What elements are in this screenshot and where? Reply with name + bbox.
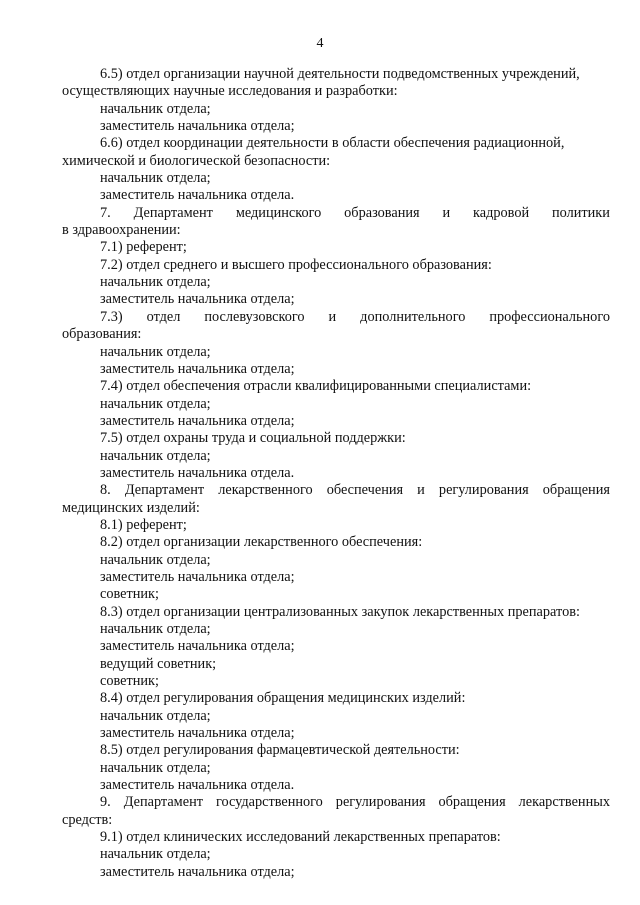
word: 8. bbox=[100, 482, 111, 499]
document-body bbox=[62, 66, 610, 881]
word: образования bbox=[344, 204, 420, 221]
list-item: советник; bbox=[100, 673, 159, 690]
paragraph-heading-line bbox=[62, 205, 610, 222]
list-item: заместитель начальника отдела; bbox=[100, 863, 295, 880]
word: 7. bbox=[100, 204, 111, 221]
word: кадровой bbox=[473, 204, 530, 221]
list-item: 8.5) отдел регулирования фармацевтической деятельности: bbox=[100, 742, 460, 759]
list-item: 8.3) отдел организации централизованных закупок лекарственных препаратов: bbox=[100, 603, 580, 620]
list-item: начальник отдела; bbox=[100, 707, 211, 724]
word: регулирования bbox=[438, 482, 529, 499]
word: и bbox=[417, 482, 425, 499]
list-item: заместитель начальника отдела; bbox=[100, 360, 295, 377]
list-item: 7.5) отдел охраны труда и социальной поддержки: bbox=[100, 430, 406, 447]
word: послевузовского bbox=[204, 308, 305, 325]
list-item: 7.1) референт; bbox=[100, 239, 187, 256]
list-item: начальник отдела; bbox=[100, 447, 211, 464]
paragraph-heading-line bbox=[62, 482, 610, 499]
paragraph-heading-line bbox=[62, 794, 610, 811]
list-item: начальник отдела; bbox=[100, 551, 211, 568]
list-item: заместитель начальника отдела; bbox=[100, 725, 295, 742]
word: регулирования bbox=[335, 794, 426, 811]
list-item: 9.1) отдел клинических исследований лекарственных препаратов: bbox=[100, 829, 501, 846]
word: дополнительного bbox=[360, 308, 466, 325]
list-item: начальник отдела; bbox=[100, 395, 211, 412]
word: обращения bbox=[438, 794, 506, 811]
paragraph-first-line: 6.6) отдел координации деятельности в области обеспечения радиационной, bbox=[100, 135, 565, 152]
list-item: начальник отдела; bbox=[100, 274, 211, 291]
word: политики bbox=[552, 204, 610, 221]
list-item: начальник отдела; bbox=[100, 759, 211, 776]
list-item: заместитель начальника отдела. bbox=[100, 777, 295, 794]
list-item: 8.4) отдел регулирования обращения медицинских изделий: bbox=[100, 690, 466, 707]
paragraph-continuation-line: средств: bbox=[62, 811, 113, 828]
word: Департамент bbox=[133, 204, 213, 221]
word: обращения bbox=[542, 482, 610, 499]
list-item: 7.2) отдел среднего и высшего профессионального образования: bbox=[100, 256, 492, 273]
word: и bbox=[328, 308, 337, 325]
word: Департамент bbox=[124, 482, 205, 499]
list-item: 7.4) отдел обеспечения отрасли квалифицированными специалистами: bbox=[100, 378, 532, 395]
list-item: советник; bbox=[100, 586, 159, 603]
word: профессионального bbox=[489, 308, 610, 325]
word: государственного bbox=[215, 794, 323, 811]
paragraph-continuation-line: химической и биологической безопасности: bbox=[62, 152, 331, 169]
word: и bbox=[442, 204, 451, 221]
paragraph-continuation-line: образования: bbox=[62, 326, 142, 343]
word: лекарственного bbox=[218, 482, 313, 499]
word: 9. bbox=[100, 794, 111, 811]
list-item: начальник отдела; bbox=[100, 621, 211, 637]
paragraph-continuation-line: осуществляющих научные исследования и разработки: bbox=[62, 83, 398, 100]
list-item: начальник отдела; bbox=[100, 170, 211, 187]
list-item: заместитель начальника отдела; bbox=[100, 291, 295, 308]
list-item: заместитель начальника отдела; bbox=[100, 638, 295, 655]
list-item: ведущий советник; bbox=[100, 655, 217, 672]
list-item: 8.1) референт; bbox=[100, 516, 187, 533]
word: обеспечения bbox=[326, 482, 404, 499]
list-item: 8.2) отдел организации лекарственного обеспечения: bbox=[100, 534, 423, 551]
paragraph-continuation-line: медицинских изделий: bbox=[62, 499, 200, 516]
list-item: заместитель начальника отдела; bbox=[100, 412, 295, 429]
word: медицинского bbox=[235, 204, 322, 221]
paragraph-first-line: 6.5) отдел организации научной деятельности подведомственных учреждений, bbox=[100, 66, 580, 82]
list-item: заместитель начальника отдела. bbox=[100, 187, 295, 204]
list-item: заместитель начальника отдела. bbox=[100, 464, 295, 481]
list-item: начальник отдела; bbox=[100, 343, 211, 360]
page-number: 4 bbox=[316, 36, 324, 51]
paragraph-heading-line bbox=[62, 309, 610, 326]
word: отдел bbox=[146, 308, 181, 325]
paragraph-continuation-line: в здравоохранении: bbox=[62, 222, 181, 239]
list-item: начальник отдела; bbox=[100, 846, 211, 863]
word: Департамент bbox=[123, 794, 203, 811]
word: 7.3) bbox=[100, 308, 123, 325]
list-item: заместитель начальника отдела; bbox=[100, 118, 295, 135]
list-item: начальник отдела; bbox=[100, 100, 211, 117]
word: лекарственных bbox=[518, 794, 610, 811]
list-item: заместитель начальника отдела; bbox=[100, 568, 295, 585]
